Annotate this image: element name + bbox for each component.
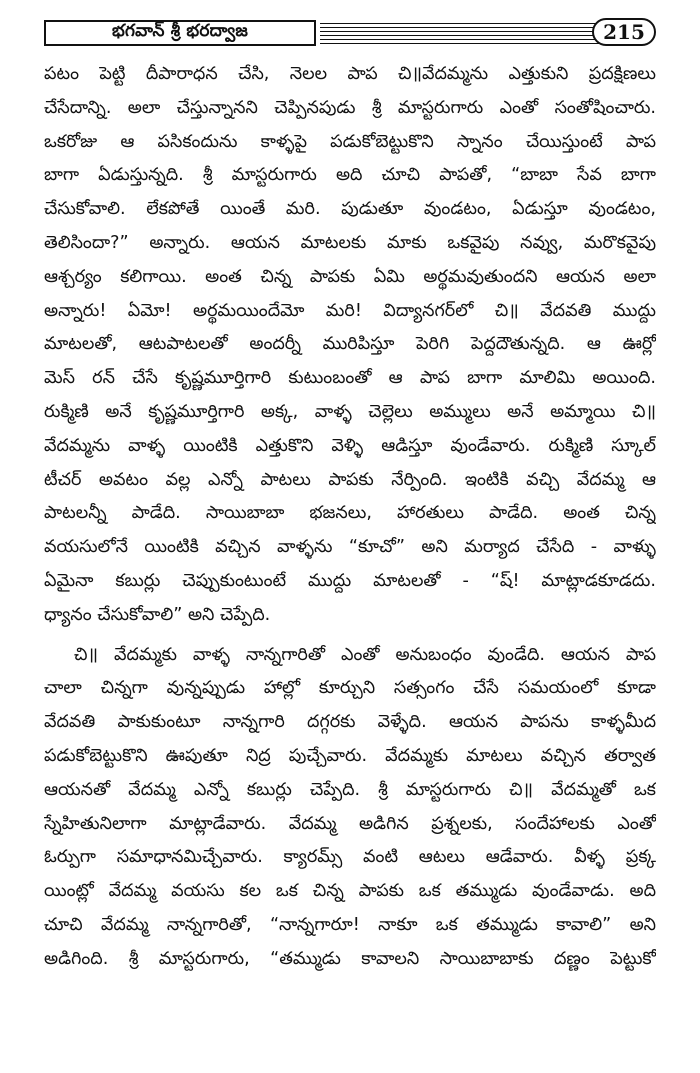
header-rule-lines [320, 23, 602, 45]
text-line: బాగా ఏడుస్తున్నది. శ్రీ మాస్టరుగారు అది చూచి పాపతో, “బాబా సేవ బాగా [44, 165, 656, 186]
text-line: చాలా చిన్నగా వున్నప్పుడు హాల్లో కూర్చుని సత్సంగం చేసే సమయంలో కూడా [44, 678, 656, 699]
text-line: మెస్ రన్ చేసే కృష్ణమూర్తిగారి కుటుంబంతో ఆ పాప బాగా మాలిమి అయింది. [44, 368, 656, 389]
text-line: ఒకరోజు ఆ పసికందును కాళ్ళపై పడుకోబెట్టుకొని స్నానం చేయిస్తుంటే పాప [44, 131, 656, 152]
text-line: యింట్లో వేదమ్మ వయసు కల ఒక చిన్న పాపకు ఒక తమ్ముడు వుండేవాడు. అది [44, 881, 656, 902]
page-number: 215 [592, 18, 656, 46]
text-line: వేదమ్మను వాళ్ళ యింటికి ఎత్తుకొని వెళ్ళి ఆడిస్తూ వుండేవారు. రుక్మిణి స్కూల్ [44, 435, 656, 456]
text-line: ఆశ్చర్యం కలిగాయి. అంత చిన్న పాపకు ఏమి అర్థమవుతుందని ఆయన అలా [44, 266, 656, 287]
text-line: పాటలన్నీ పాడేది. సాయిబాబా భజనలు, హారతులు పాడేది. అంత చిన్న [44, 503, 656, 524]
text-line: చేసుకోవాలి. లేకపోతే యింతే మరి. పుడుతూ వుండటం, ఏడుస్తూ వుండటం, [44, 199, 656, 220]
text-line: పడుకోబెట్టుకొని ఊపుతూ నిద్ర పుచ్చేవారు. వేదమ్మకు మాటలు వచ్చిన తర్వాత [44, 745, 656, 766]
paragraph-1 [44, 58, 656, 633]
text-line: రుక్మిణి అనే కృష్ణమూర్తిగారి అక్క, వాళ్ళ చెల్లెలు అమ్ములు అనే అమ్మాయి చి॥ [44, 401, 656, 422]
text-line: చూచి వేదమ్మ నాన్నగారితో, “నాన్నగారూ! నాకూ ఒక తమ్ముడు కావాలి” అని [44, 914, 656, 935]
text-line: ఏమైనా కబుర్లు చెప్పుకుంటుంటే ముద్దు మాటలతో - “ష్! మాట్లాడకూడదు. [44, 570, 656, 591]
paragraph-2 [44, 639, 656, 977]
text-line: టీచర్ అవటం వల్ల ఎన్నో పాటలు పాపకు నేర్పింది. ఇంటికి వచ్చి వేదమ్మ ఆ [44, 469, 656, 490]
text-line: అడిగింది. శ్రీ మాస్టరుగారు, “తమ్ముడు కావాలని సాయిబాబాకు దణ్ణం పెట్టుకో [44, 948, 656, 969]
text-line: వేదవతి పాకుకుంటూ నాన్నగారి దగ్గరకు వెళ్ళేది. ఆయన పాపను కాళ్ళమీద [44, 712, 656, 733]
text-line: స్నేహితునిలాగా మాట్లాడేవారు. వేదమ్మ అడిగిన ప్రశ్నలకు, సందేహాలకు ఎంతో [44, 813, 656, 834]
text-line: ధ్యానం చేసుకోవాలి” అని చెప్పేది. [44, 604, 271, 625]
text-line: ఓర్పుగా సమాధానమిచ్చేవారు. క్యారమ్స్ వంటి ఆటలు ఆడేవారు. వీళ్ళ ప్రక్క [44, 847, 656, 868]
text-line: అన్నారు! ఏమో! అర్థమయిందేమో మరి! విద్యానగర్‌లో చి॥ వేదవతి ముద్దు [44, 300, 656, 321]
page-body [44, 58, 656, 977]
text-line: వయసులోనే యింటికి వచ్చిన వాళ్ళను “కూచో” అని మర్యాద చేసేది - వాళ్ళు [44, 537, 656, 558]
text-line: మాటలతో, ఆటపాటలతో అందర్నీ మురిపిస్తూ పెరిగి పెద్దదౌతున్నది. ఆ ఊర్లో [44, 334, 656, 355]
text-line: చేసేదాన్ని. అలా చేస్తున్నానని చెప్పినపుడు శ్రీ మాస్టరుగారు ఎంతో సంతోషించారు. [44, 97, 656, 118]
page-header [44, 20, 656, 50]
text-line: ఆయనతో వేదమ్మ ఎన్నో కబుర్లు చెప్పేది. శ్రీ మాస్టరుగారు చి॥ వేదమ్మతో ఒక [44, 779, 656, 800]
text-line: చి॥ వేదమ్మకు వాళ్ళ నాన్నగారితో ఎంతో అనుబంధం వుండేది. ఆయన పాప [74, 644, 656, 665]
text-line: పటం పెట్టి దీపారాధన చేసి, నెలల పాప చి॥వేదమ్మను ఎత్తుకుని ప్రదక్షిణలు [44, 64, 656, 84]
text-line: తెలిసిందా?” అన్నారు. ఆయన మాటలకు మాకు ఒకవైపు నవ్వు, మరొకవైపు [44, 232, 656, 253]
book-title: భగవాన్ శ్రీ భరద్వాజ [44, 20, 316, 46]
